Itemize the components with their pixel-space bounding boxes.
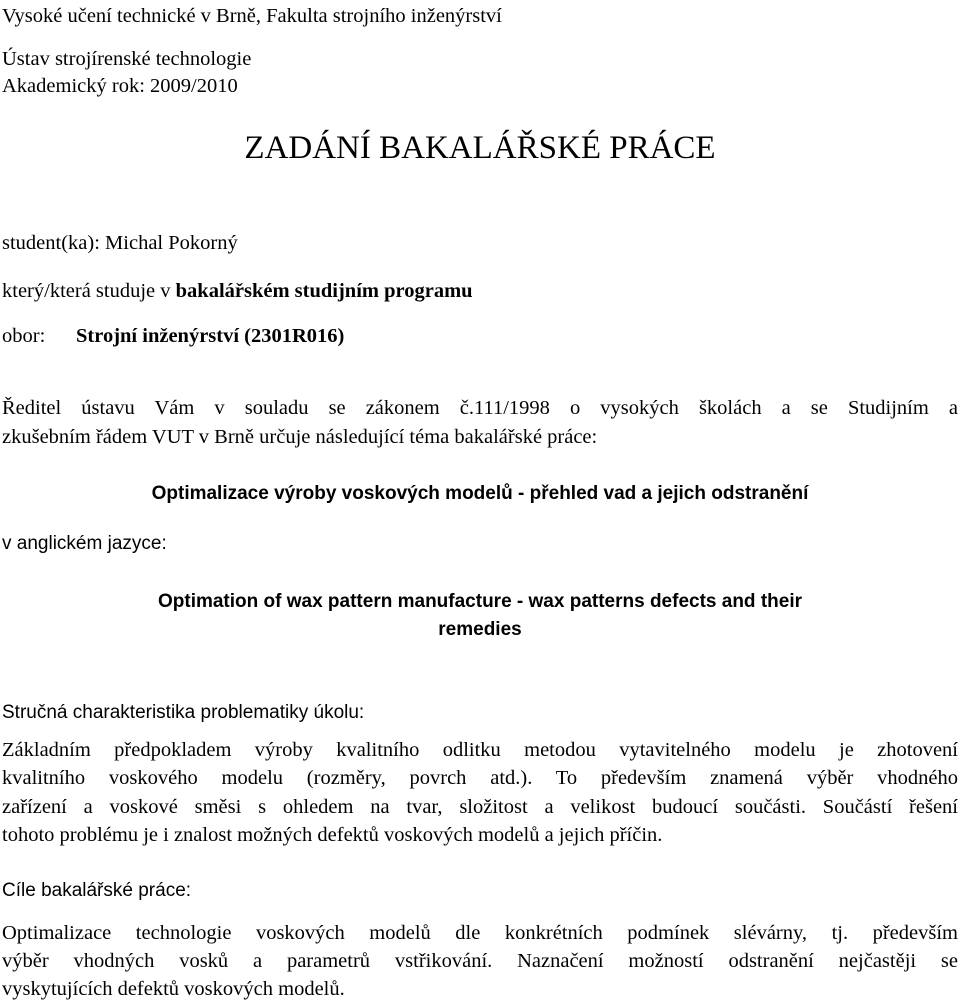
program-prefix: který/která studuje v: [2, 280, 171, 302]
characteristics-line-4: tohoto problému je i znalost možných defektů voskových modelů a jejich příčin.: [2, 824, 663, 846]
english-label: v anglickém jazyce:: [2, 533, 167, 554]
program-value: bakalářském studijním programu: [175, 280, 473, 302]
university-line: Vysoké učení technické v Brně, Fakulta strojního inženýrství: [2, 5, 502, 27]
characteristics-line-1: Základním předpokladem výroby kvalitního odlitku metodou vytavitelného modelu je zhotovení: [2, 739, 958, 761]
student-line: [2, 231, 238, 255]
topic-english-line-2: remedies: [438, 619, 522, 640]
goals-line-3: vyskytujících defektů voskových modelů.: [2, 978, 345, 1000]
topic-english-line-1: Optimation of wax pattern manufacture - wax patterns defects and their: [157, 591, 802, 612]
document-title: ZADÁNÍ BAKALÁŘSKÉ PRÁCE: [244, 130, 716, 166]
characteristics-line-3: zařízení a voskové směsi s ohledem na tvar, složitost a velikost budoucí součásti. Součástí řešení: [2, 796, 958, 818]
program-line: [2, 279, 473, 303]
field-value: Strojní inženýrství (2301R016): [76, 325, 345, 347]
goals-heading: Cíle bakalářské práce:: [2, 880, 192, 901]
characteristics-heading: Stručná charakteristika problematiky úkolu:: [2, 702, 365, 723]
intro-line-1: Ředitel ústavu Vám v souladu se zákonem č.111/1998 o vysokých školách a se Studijním a: [2, 397, 958, 419]
goals-line-2: výběr vhodných vosků a parametrů vstřikování. Naznačení možností odstranění nejčastěji se: [2, 950, 958, 972]
institute-line: Ústav strojírenské technologie: [2, 48, 252, 70]
topic-czech: Optimalizace výroby voskových modelů - přehled vad a jejich odstranění: [151, 483, 809, 504]
field-label: obor:: [2, 325, 46, 347]
academic-year-line: Akademický rok: 2009/2010: [2, 75, 238, 97]
student-name: Michal Pokorný: [105, 232, 238, 254]
intro-line-2: zkušebním řádem VUT v Brně určuje následující téma bakalářské práce:: [2, 426, 598, 448]
goals-line-1: Optimalizace technologie voskových modelů dle konkrétních podmínek slévárny, tj. především: [2, 922, 958, 944]
student-label: student(ka):: [2, 232, 100, 254]
characteristics-line-2: kvalitního voskového modelu (rozměry, povrch atd.). To především znamená výběr vhodného: [2, 767, 958, 789]
field-line: [2, 324, 344, 348]
